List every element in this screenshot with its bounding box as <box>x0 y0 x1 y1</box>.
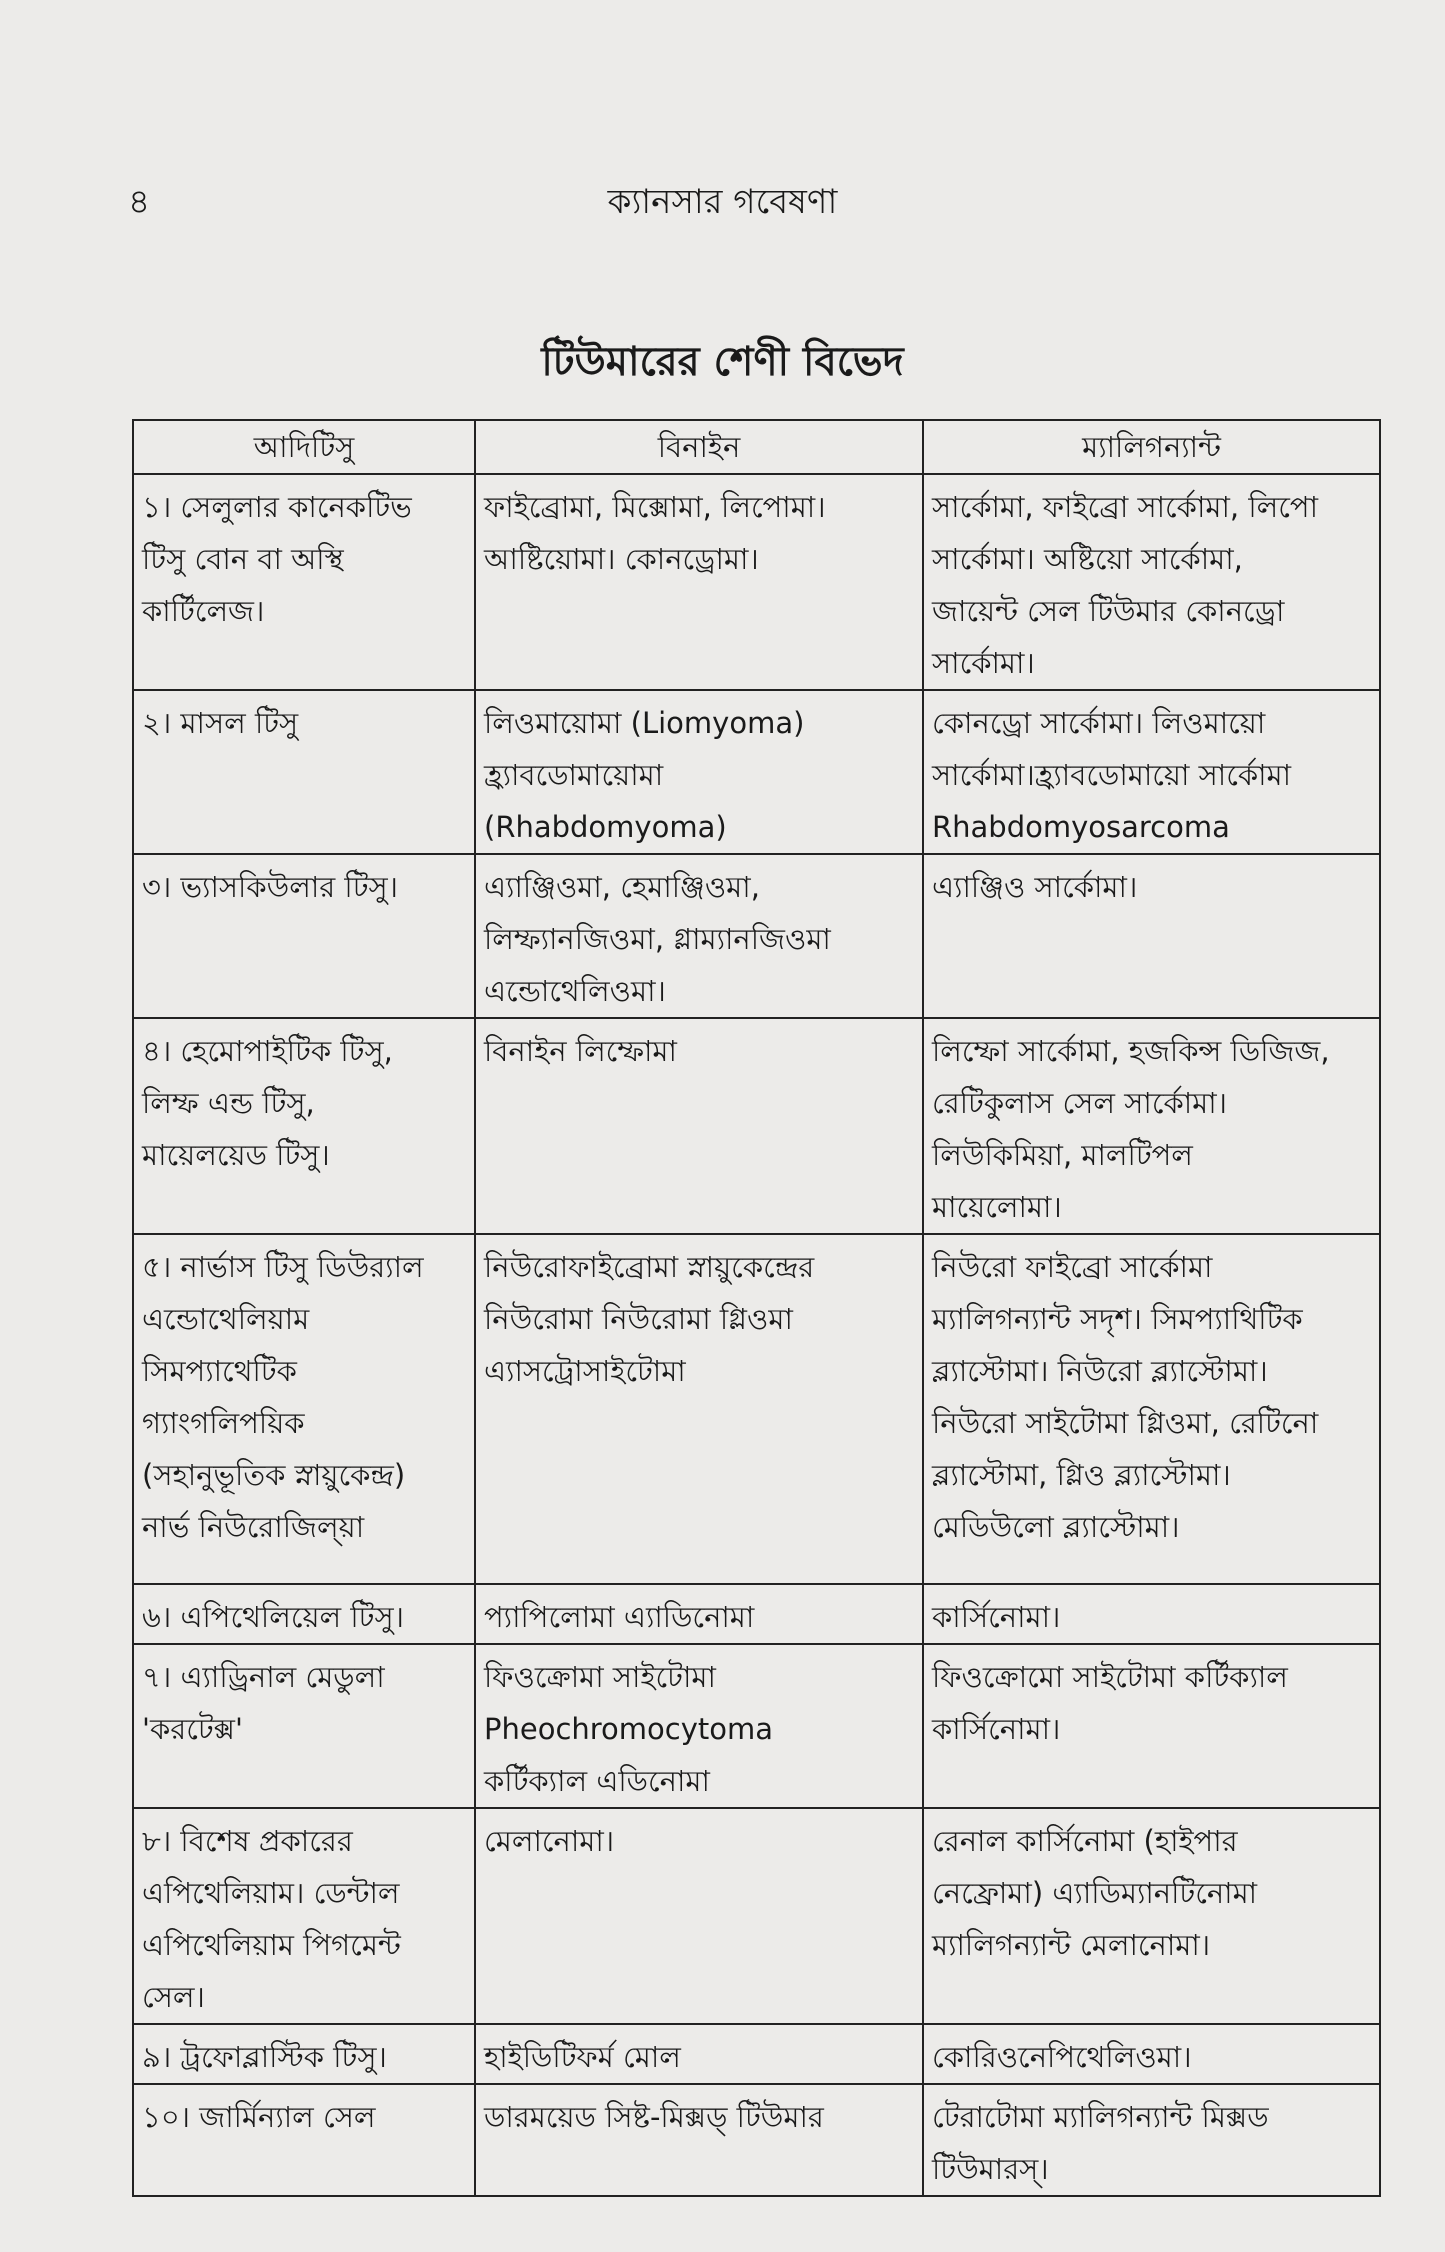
origin-tissue-cell: ৬। এপিথেলিয়েল টিসু। <box>133 1584 475 1644</box>
table-row <box>133 690 1380 854</box>
table-row <box>133 2024 1380 2084</box>
table-row <box>133 1018 1380 1234</box>
malignant-cell: টেরাটোমা ম্যালিগন্যান্ট মিক্সড টিউমারস্‌। <box>923 2084 1380 2196</box>
table-row <box>133 854 1380 1018</box>
origin-tissue-cell: ৪। হেমোপাইটিক টিসু, লিম্ফ এন্ড টিসু, মায়েলয়েড টিসু। <box>133 1018 475 1234</box>
malignant-cell: কোনড্রো সার্কোমা। লিওমায়ো সার্কোমা।হ্র্যাবডোমায়ো সার্কোমা Rhabdomyosarcoma <box>923 690 1380 854</box>
benign-cell: প্যাপিলোমা এ্যাডিনোমা <box>475 1584 923 1644</box>
table-row <box>133 1644 1380 1808</box>
origin-tissue-cell: ৮। বিশেষ প্রকারের এপিথেলিয়াম। ডেন্টাল এপিথেলিয়াম পিগমেন্ট সেল। <box>133 1808 475 2024</box>
header-malignant: ম্যালিগন্যান্ট <box>923 420 1380 474</box>
benign-cell: এ্যাঞ্জিওমা, হেমাঞ্জিওমা, লিম্ফ্যানজিওমা, গ্লাম্যানজিওমা এন্ডোথেলিওমা। <box>475 854 923 1018</box>
header-row <box>133 420 1380 474</box>
malignant-cell: লিম্ফো সার্কোমা, হজকিন্স ডিজিজ, রেটিকুলাস সেল সার্কোমা। লিউকিমিয়া, মালটিপল মায়েলোমা। <box>923 1018 1380 1234</box>
origin-tissue-cell: ৭। এ্যাড্রিনাল মেডুলা 'করটেক্স' <box>133 1644 475 1808</box>
benign-cell: বিনাইন লিম্ফোমা <box>475 1018 923 1234</box>
malignant-cell: কার্সিনোমা। <box>923 1584 1380 1644</box>
origin-tissue-cell: ১০। জার্মিন্যাল সেল <box>133 2084 475 2196</box>
table-row <box>133 1234 1380 1584</box>
running-head: ক্যানসার গবেষণা <box>607 182 838 222</box>
table-row <box>133 1808 1380 2024</box>
table-row <box>133 474 1380 690</box>
benign-cell: মেলানোমা। <box>475 1808 923 2024</box>
benign-cell: হাইডিটিফর্ম মোল <box>475 2024 923 2084</box>
tumor-classification-table <box>132 419 1381 2197</box>
header-benign: বিনাইন <box>475 420 923 474</box>
malignant-cell: নিউরো ফাইব্রো সার্কোমা ম্যালিগন্যান্ট সদৃশ। সিমপ্যাথিটিক ব্ল্যাস্টোমা। নিউরো ব্ল্যাস্টোমা। নিউরো সাইটোমা গ্লিওমা, রেটিনো ব্ল্যাস্টোমা, গ্লিও ব্ল্যাস্টোমা। মেডিউলো ব্ল্যাস্টোমা। <box>923 1234 1380 1584</box>
origin-tissue-cell: ৩। ভ্যাসকিউলার টিসু। <box>133 854 475 1018</box>
page-number: ৪ <box>128 182 151 222</box>
origin-tissue-cell: ১। সেলুলার কানেকটিভ টিসু বোন বা অস্থি কার্টিলেজ। <box>133 474 475 690</box>
table-row <box>133 1584 1380 1644</box>
header-origin-tissue: আদিটিসু <box>133 420 475 474</box>
malignant-cell: সার্কোমা, ফাইব্রো সার্কোমা, লিপো সার্কোমা। অষ্টিয়ো সার্কোমা, জায়েন্ট সেল টিউমার কোনড্রো সার্কোমা। <box>923 474 1380 690</box>
table-title: টিউমারের শেণী বিভেদ <box>541 339 904 385</box>
malignant-cell: কোরিওনেপিথেলিওমা। <box>923 2024 1380 2084</box>
benign-cell: ফিওক্রোমা সাইটোমা Pheochromocytoma কর্টিক্যাল এডিনোমা <box>475 1644 923 1808</box>
malignant-cell: এ্যাঞ্জিও সার্কোমা। <box>923 854 1380 1018</box>
benign-cell: লিওমায়োমা (Liomyoma) হ্র্যাবডোমায়োমা (Rhabdomyoma) <box>475 690 923 854</box>
origin-tissue-cell: ২। মাসল টিসু <box>133 690 475 854</box>
origin-tissue-cell: ৯। ট্রফোব্লাস্টিক টিসু। <box>133 2024 475 2084</box>
benign-cell: ফাইব্রোমা, মিক্সোমা, লিপোমা। আষ্টিয়োমা। কোনড্রোমা। <box>475 474 923 690</box>
malignant-cell: রেনাল কার্সিনোমা (হাইপার নেফ্রোমা) এ্যাডিম্যানটিনোমা ম্যালিগন্যান্ট মেলানোমা। <box>923 1808 1380 2024</box>
malignant-cell: ফিওক্রোমো সাইটোমা কর্টিক্যাল কার্সিনোমা। <box>923 1644 1380 1808</box>
table-row <box>133 2084 1380 2196</box>
benign-cell: ডারময়েড সিষ্ট-মিক্সড্‌ টিউমার <box>475 2084 923 2196</box>
benign-cell: নিউরোফাইব্রোমা স্নায়ুকেন্দ্রের নিউরোমা নিউরোমা গ্লিওমা এ্যাসট্রোসাইটোমা <box>475 1234 923 1584</box>
origin-tissue-cell: ৫। নার্ভাস টিসু ডিউর‍্যাল এন্ডোথেলিয়াম সিমপ্যাথেটিক গ্যাংগলিপয়িক (সহানুভূতিক স্নায়ুকেন্দ্র) নার্ভ নিউরোজিল্‌য়া <box>133 1234 475 1584</box>
